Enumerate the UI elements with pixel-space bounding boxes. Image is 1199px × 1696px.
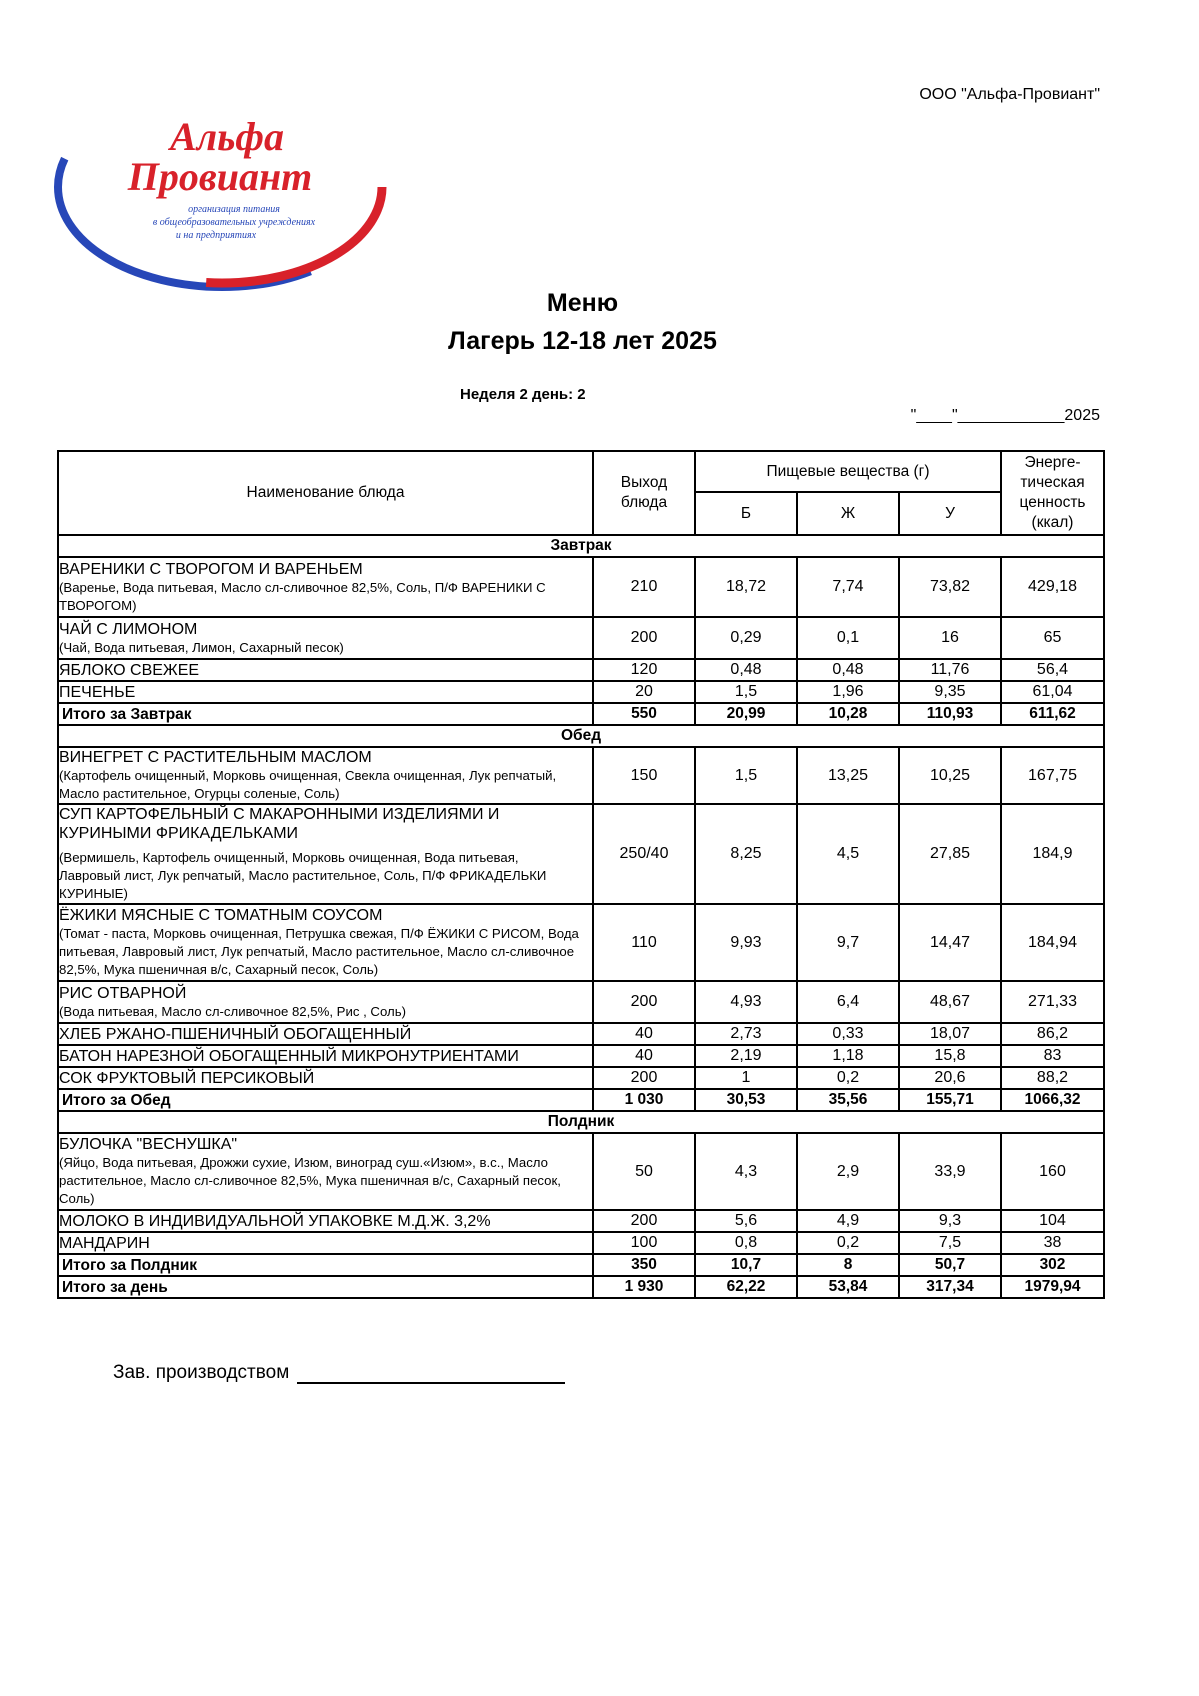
table-row — [58, 659, 1104, 681]
dish-b: 2,73 — [695, 1023, 797, 1045]
dish-zh: 4,5 — [797, 804, 899, 904]
dish-name: ВАРЕНИКИ С ТВОРОГОМ И ВАРЕНЬЕМ — [59, 560, 363, 578]
dish-zh: 0,2 — [797, 1067, 899, 1089]
dish-u: 73,82 — [899, 557, 1001, 617]
dish-name: ЯБЛОКО СВЕЖЕЕ — [58, 659, 593, 681]
dish-kcal: 61,04 — [1001, 681, 1104, 703]
dish-ingredients: (Вермишель, Картофель очищенный, Морковь очищенная, Вода питьевая, Лавровый лист, Лук репчатый, Масло растительное, Соль, П/Ф ФРИКАДЕЛЬКИ КУРИНЫЕ) — [59, 850, 547, 901]
dish-yield: 110 — [593, 904, 695, 981]
dish-name: ВИНЕГРЕТ С РАСТИТЕЛЬНЫМ МАСЛОМ — [59, 749, 372, 766]
dish-ingredients: (Вода питьевая, Масло сл-сливочное 82,5%, Рис , Соль) — [59, 1003, 406, 1019]
dish-b: 4,3 — [695, 1133, 797, 1210]
dish-yield: 200 — [593, 617, 695, 659]
dish-ingredients: (Картофель очищенный, Морковь очищенная, Свекла очищенная, Лук репчатый, Масло растительное, Огурцы соленые, Соль) — [59, 768, 557, 801]
dish-kcal: 38 — [1001, 1232, 1104, 1254]
col-header-nutrients: Пищевые вещества (г) — [695, 451, 1001, 492]
signature-line — [297, 1364, 565, 1384]
table-row — [58, 981, 1104, 1023]
total-u: 110,93 — [899, 703, 1001, 725]
dish-u: 11,76 — [899, 659, 1001, 681]
menu-table — [57, 450, 1105, 1299]
company-logo — [52, 82, 392, 292]
dish-b: 9,93 — [695, 904, 797, 981]
dish-ingredients: (Чай, Вода питьевая, Лимон, Сахарный песок) — [59, 639, 344, 655]
dish-u: 10,25 — [899, 747, 1001, 804]
col-header-u: У — [899, 492, 1001, 535]
col-header-b: Б — [695, 492, 797, 535]
dish-kcal: 88,2 — [1001, 1067, 1104, 1089]
dish-kcal: 429,18 — [1001, 557, 1104, 617]
dish-b: 5,6 — [695, 1210, 797, 1232]
logo-line2: Провиант — [127, 154, 313, 199]
dish-b: 1,5 — [695, 747, 797, 804]
dish-zh: 13,25 — [797, 747, 899, 804]
col-header-yield: Выход блюда — [593, 451, 695, 535]
dish-zh: 0,2 — [797, 1232, 899, 1254]
table-row — [58, 1133, 1104, 1210]
section-title-lunch: Обед — [58, 725, 1104, 747]
dish-yield: 40 — [593, 1045, 695, 1067]
table-row — [58, 1232, 1104, 1254]
dish-yield: 120 — [593, 659, 695, 681]
col-header-name: Наименование блюда — [58, 451, 593, 535]
total-zh: 35,56 — [797, 1089, 899, 1111]
total-u: 317,34 — [899, 1276, 1001, 1298]
total-b: 10,7 — [695, 1254, 797, 1276]
dish-zh: 9,7 — [797, 904, 899, 981]
dish-b: 2,19 — [695, 1045, 797, 1067]
dish-zh: 6,4 — [797, 981, 899, 1023]
total-kcal: 302 — [1001, 1254, 1104, 1276]
total-label: Итого за Полдник — [58, 1254, 593, 1276]
dish-u: 33,9 — [899, 1133, 1001, 1210]
dish-kcal: 104 — [1001, 1210, 1104, 1232]
dish-name: ЧАЙ С ЛИМОНОМ — [59, 620, 198, 638]
dish-kcal: 184,94 — [1001, 904, 1104, 981]
dish-kcal: 56,4 — [1001, 659, 1104, 681]
dish-kcal: 271,33 — [1001, 981, 1104, 1023]
total-yield: 350 — [593, 1254, 695, 1276]
dish-name: СУП КАРТОФЕЛЬНЫЙ С МАКАРОННЫМИ ИЗДЕЛИЯМИ И КУРИНЫМИ ФРИКАДЕЛЬКАМИ — [59, 806, 500, 842]
total-b: 30,53 — [695, 1089, 797, 1111]
table-row — [58, 681, 1104, 703]
total-kcal: 611,62 — [1001, 703, 1104, 725]
dish-u: 9,3 — [899, 1210, 1001, 1232]
dish-kcal: 86,2 — [1001, 1023, 1104, 1045]
total-row-lunch — [58, 1089, 1104, 1111]
total-zh: 10,28 — [797, 703, 899, 725]
dish-b: 1,5 — [695, 681, 797, 703]
company-name: ООО "Альфа-Провиант" — [919, 86, 1100, 103]
table-row — [58, 1067, 1104, 1089]
dish-name: ПЕЧЕНЬЕ — [58, 681, 593, 703]
dish-zh: 0,1 — [797, 617, 899, 659]
dish-zh: 0,48 — [797, 659, 899, 681]
dish-b: 0,29 — [695, 617, 797, 659]
col-header-zh: Ж — [797, 492, 899, 535]
dish-b: 8,25 — [695, 804, 797, 904]
table-row — [58, 1210, 1104, 1232]
total-row-breakfast — [58, 703, 1104, 725]
total-kcal: 1979,94 — [1001, 1276, 1104, 1298]
signature-block — [113, 1362, 565, 1384]
dish-b: 4,93 — [695, 981, 797, 1023]
total-label: Итого за Завтрак — [58, 703, 593, 725]
total-zh: 8 — [797, 1254, 899, 1276]
dish-yield: 150 — [593, 747, 695, 804]
logo-tag3: и на предприятиях — [175, 230, 257, 241]
section-title-snack: Полдник — [58, 1111, 1104, 1133]
dish-u: 27,85 — [899, 804, 1001, 904]
total-yield: 1 930 — [593, 1276, 695, 1298]
dish-name: РИС ОТВАРНОЙ — [59, 984, 187, 1002]
dish-kcal: 184,9 — [1001, 804, 1104, 904]
dish-b: 0,48 — [695, 659, 797, 681]
dish-u: 16 — [899, 617, 1001, 659]
week-day-label: Неделя 2 день: 2 — [460, 386, 586, 403]
page-subtitle: Лагерь 12-18 лет 2025 — [448, 327, 717, 355]
total-u: 50,7 — [899, 1254, 1001, 1276]
total-zh: 53,84 — [797, 1276, 899, 1298]
dish-u: 15,8 — [899, 1045, 1001, 1067]
col-header-energy: Энерге-тическая ценность (ккал) — [1001, 451, 1104, 535]
dish-ingredients: (Варенье, Вода питьевая, Масло сл-сливочное 82,5%, Соль, П/Ф ВАРЕНИКИ С ТВОРОГОМ) — [59, 579, 546, 613]
total-row-snack — [58, 1254, 1104, 1276]
dish-kcal: 167,75 — [1001, 747, 1104, 804]
dish-yield: 200 — [593, 1210, 695, 1232]
dish-b: 18,72 — [695, 557, 797, 617]
dish-name: ЁЖИКИ МЯСНЫЕ С ТОМАТНЫМ СОУСОМ — [59, 907, 383, 924]
logo-line1: Альфа — [169, 114, 285, 159]
dish-yield: 200 — [593, 1067, 695, 1089]
dish-ingredients: (Томат - паста, Морковь очищенная, Петрушка свежая, П/Ф ЁЖИКИ С РИСОМ, Вода питьевая, Лавровый лист, Лук репчатый, Масло растительное, Масло сл-сливочное 82,5%, Мука пшеничная в/с, Сахарный песок, Соль) — [59, 926, 579, 977]
dish-name: МАНДАРИН — [58, 1232, 593, 1254]
total-yield: 550 — [593, 703, 695, 725]
table-row — [58, 1023, 1104, 1045]
dish-u: 9,35 — [899, 681, 1001, 703]
dish-u: 14,47 — [899, 904, 1001, 981]
total-kcal: 1066,32 — [1001, 1089, 1104, 1111]
dish-zh: 2,9 — [797, 1133, 899, 1210]
dish-kcal: 65 — [1001, 617, 1104, 659]
dish-u: 48,67 — [899, 981, 1001, 1023]
table-row — [58, 747, 1104, 804]
signature-label: Зав. производством — [113, 1362, 290, 1383]
dish-yield: 100 — [593, 1232, 695, 1254]
dish-kcal: 160 — [1001, 1133, 1104, 1210]
dish-zh: 0,33 — [797, 1023, 899, 1045]
dish-yield: 50 — [593, 1133, 695, 1210]
dish-zh: 4,9 — [797, 1210, 899, 1232]
total-b: 62,22 — [695, 1276, 797, 1298]
dish-zh: 7,74 — [797, 557, 899, 617]
dish-yield: 200 — [593, 981, 695, 1023]
table-row — [58, 804, 1104, 904]
table-row — [58, 1045, 1104, 1067]
dish-name: ХЛЕБ РЖАНО-ПШЕНИЧНЫЙ ОБОГАЩЕННЫЙ — [58, 1023, 593, 1045]
section-title-breakfast: Завтрак — [58, 535, 1104, 557]
dish-yield: 210 — [593, 557, 695, 617]
dish-b: 1 — [695, 1067, 797, 1089]
total-row-day — [58, 1276, 1104, 1298]
table-row — [58, 557, 1104, 617]
page-title: Меню — [546, 289, 619, 317]
dish-name: БАТОН НАРЕЗНОЙ ОБОГАЩЕННЫЙ МИКРОНУТРИЕНТАМИ — [58, 1045, 593, 1067]
total-yield: 1 030 — [593, 1089, 695, 1111]
dish-b: 0,8 — [695, 1232, 797, 1254]
dish-u: 18,07 — [899, 1023, 1001, 1045]
dish-zh: 1,96 — [797, 681, 899, 703]
date-line: "____"____________2025 — [910, 407, 1100, 424]
total-u: 155,71 — [899, 1089, 1001, 1111]
dish-yield: 250/40 — [593, 804, 695, 904]
dish-name: БУЛОЧКА "ВЕСНУШКА" — [59, 1136, 238, 1153]
dish-ingredients: (Яйцо, Вода питьевая, Дрожжи сухие, Изюм, виноград суш.«Изюм», в.с., Масло растительное, Масло сл-сливочное 82,5%, Мука пшеничная в/с, Сахарный песок, Соль) — [59, 1155, 561, 1206]
dish-yield: 20 — [593, 681, 695, 703]
dish-name: СОК ФРУКТОВЫЙ ПЕРСИКОВЫЙ — [58, 1067, 593, 1089]
dish-name: МОЛОКО В ИНДИВИДУАЛЬНОЙ УПАКОВКЕ М.Д.Ж. 3,2% — [58, 1210, 593, 1232]
dish-u: 20,6 — [899, 1067, 1001, 1089]
dish-zh: 1,18 — [797, 1045, 899, 1067]
logo-tag1: организация питания — [188, 204, 280, 215]
table-row — [58, 617, 1104, 659]
logo-tag2: в общеобразовательных учреждениях — [152, 217, 316, 228]
total-b: 20,99 — [695, 703, 797, 725]
dish-kcal: 83 — [1001, 1045, 1104, 1067]
total-label: Итого за день — [58, 1276, 593, 1298]
dish-u: 7,5 — [899, 1232, 1001, 1254]
total-label: Итого за Обед — [58, 1089, 593, 1111]
dish-yield: 40 — [593, 1023, 695, 1045]
table-row — [58, 904, 1104, 981]
